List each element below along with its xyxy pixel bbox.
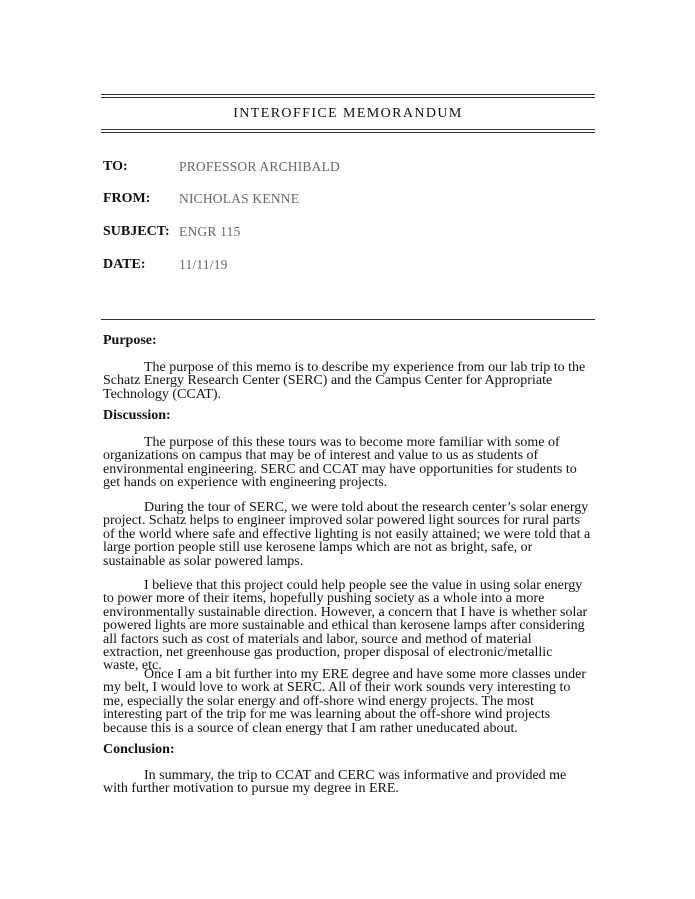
title-top-rule (101, 94, 595, 98)
discussion-paragraph-2: During the tour of SERC, we were told about the research center’s solar energy project. Schatz helps to engineer improved solar powered light sources for rural parts of the world where safe and effective lighting is not easily attained; we were told that a large portion people still use kerosene lamps which are not as bright, safe, or sustainable as solar powered lamps. (103, 500, 591, 569)
from-label: FROM: (103, 191, 151, 206)
discussion-paragraph-4: Once I am a bit further into my ERE degree and have some more classes under my belt, I would love to work at SERC. All of their work sounds very interesting to me, especially the solar energy and off-shore wind energy projects. The most interesting part of the trip for me was learning about the off-shore wind projects because this is a source of clean energy that I am rather uneducated about. (103, 667, 587, 736)
title-bottom-rule (101, 129, 595, 133)
to-label: TO: (103, 159, 128, 174)
memo-title: INTEROFFICE MEMORANDUM (233, 106, 463, 121)
subject-label: SUBJECT: (103, 224, 170, 239)
date-value: 11/11/19 (179, 257, 228, 272)
conclusion-heading: Conclusion: (103, 742, 175, 757)
from-value: NICHOLAS KENNE (179, 191, 300, 206)
conclusion-paragraph: In summary, the trip to CCAT and CERC was informative and provided me with further motivation to pursue my degree in ERE. (103, 768, 567, 797)
subject-value: ENGR 115 (179, 224, 241, 239)
purpose-paragraph: The purpose of this memo is to describe my experience from our lab trip to the Schatz Energy Research Center (SERC) and the Campus Center for Appropriate Technology (CCAT). (103, 360, 586, 402)
to-value: PROFESSOR ARCHIBALD (179, 159, 340, 174)
discussion-paragraph-1: The purpose of this these tours was to become more familiar with some of organizations on campus that may be of interest and value to us as students of environmental engineering. SERC and CCAT may have opportunities for students to get hands on experience with engineering projects. (103, 435, 577, 491)
date-label: DATE: (103, 257, 146, 272)
discussion-heading: Discussion: (103, 408, 171, 423)
purpose-heading: Purpose: (103, 333, 157, 348)
discussion-paragraph-3: I believe that this project could help people see the value in using solar energy to power more of their items, hopefully pushing society as a whole into a more environmentally sustainable direction. However, a concern that I have is whether solar powered lights are more sustainable and ethical than kerosene lamps after considering all factors such as cost of materials and labor, source and method of material extraction, net greenhouse gas production, proper disposal of electronic/metallic waste, etc. (103, 578, 588, 674)
header-divider (101, 319, 595, 320)
